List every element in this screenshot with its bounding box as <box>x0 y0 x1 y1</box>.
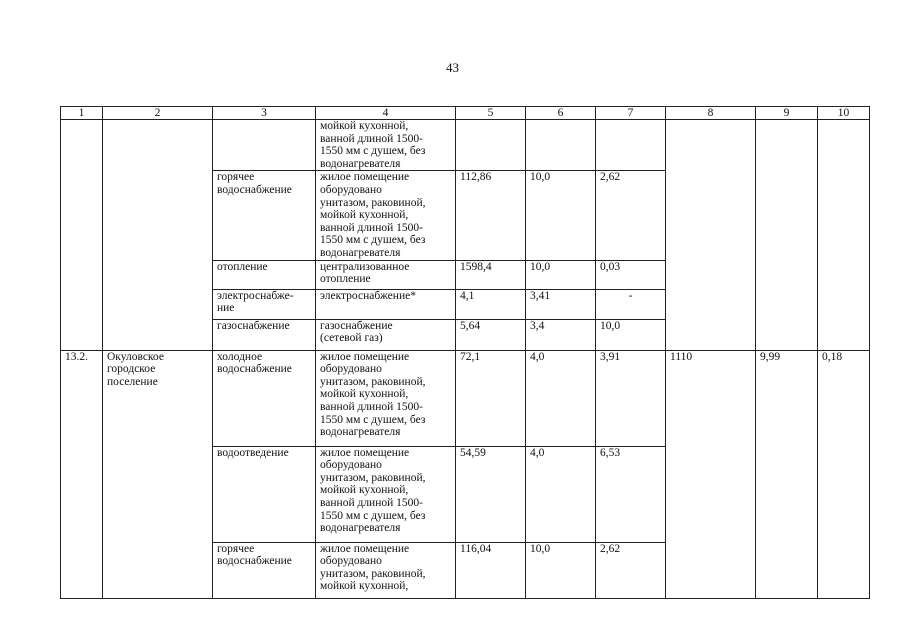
value-cell: 10,0 <box>526 171 596 260</box>
page-number: 43 <box>446 60 459 75</box>
value-cell: 3,4 <box>526 319 596 350</box>
value-cell: 1598,4 <box>456 260 526 289</box>
description-cell: мойкой кухонной, ванной длиной 1500- 1550 мм с душем, без водонагревателя <box>316 120 456 171</box>
value-cell: 4,0 <box>526 446 596 542</box>
description-cell: жилое помещение оборудовано унитазом, раковиной, мойкой кухонной, ванной длиной 1500- 1550 мм с душем, без водонагревателя <box>316 446 456 542</box>
service-cell: холодное водоснабжение <box>213 350 316 446</box>
value-cell: 54,59 <box>456 446 526 542</box>
value-cell <box>456 120 526 171</box>
service-cell: электроснабже- ние <box>213 289 316 319</box>
value-cell <box>756 120 818 351</box>
description-cell: электроснабжение* <box>316 289 456 319</box>
service-cell: отопление <box>213 260 316 289</box>
value-cell: 3,91 <box>596 350 666 446</box>
description-cell: жилое помещение оборудовано унитазом, раковиной, мойкой кухонной, <box>316 542 456 598</box>
value-cell <box>596 120 666 171</box>
index-cell: 13.2. <box>61 350 103 598</box>
value-cell: 1110 <box>666 350 756 598</box>
value-cell: 9,99 <box>756 350 818 598</box>
value-cell: 116,04 <box>456 542 526 598</box>
value-cell: 6,53 <box>596 446 666 542</box>
value-cell: 2,62 <box>596 542 666 598</box>
index-cell <box>61 120 103 351</box>
service-cell: газоснабжение <box>213 319 316 350</box>
value-cell: - <box>596 289 666 319</box>
column-header: 10 <box>818 107 870 120</box>
value-cell: 10,0 <box>526 260 596 289</box>
tariff-table <box>60 106 870 599</box>
table-row <box>61 120 870 171</box>
value-cell: 5,64 <box>456 319 526 350</box>
value-cell: 10,0 <box>596 319 666 350</box>
value-cell: 0,18 <box>818 350 870 598</box>
service-cell <box>213 120 316 171</box>
value-cell: 4,1 <box>456 289 526 319</box>
column-header: 1 <box>61 107 103 120</box>
column-header: 7 <box>596 107 666 120</box>
value-cell: 112,86 <box>456 171 526 260</box>
value-cell <box>526 120 596 171</box>
column-header: 8 <box>666 107 756 120</box>
value-cell: 0,03 <box>596 260 666 289</box>
description-cell: жилое помещение оборудовано унитазом, раковиной, мойкой кухонной, ванной длиной 1500- 1550 мм с душем, без водонагревателя <box>316 171 456 260</box>
service-cell: горячее водоснабжение <box>213 542 316 598</box>
header-row <box>61 107 870 120</box>
value-cell: 2,62 <box>596 171 666 260</box>
description-cell: газоснабжение (сетевой газ) <box>316 319 456 350</box>
value-cell <box>818 120 870 351</box>
column-header: 2 <box>103 107 213 120</box>
value-cell: 3,41 <box>526 289 596 319</box>
description-cell: централизованное отопление <box>316 260 456 289</box>
value-cell: 4,0 <box>526 350 596 446</box>
column-header: 9 <box>756 107 818 120</box>
value-cell <box>666 120 756 351</box>
service-cell: водоотведение <box>213 446 316 542</box>
value-cell: 10,0 <box>526 542 596 598</box>
service-cell: горячее водоснабжение <box>213 171 316 260</box>
settlement-cell: Окуловское городское поселение <box>103 350 213 598</box>
settlement-cell <box>103 120 213 351</box>
column-header: 6 <box>526 107 596 120</box>
value-cell: 72,1 <box>456 350 526 446</box>
description-cell: жилое помещение оборудовано унитазом, раковиной, мойкой кухонной, ванной длиной 1500- 1550 мм с душем, без водонагревателя <box>316 350 456 446</box>
column-header: 3 <box>213 107 316 120</box>
column-header: 4 <box>316 107 456 120</box>
table-row <box>61 350 870 446</box>
column-header: 5 <box>456 107 526 120</box>
